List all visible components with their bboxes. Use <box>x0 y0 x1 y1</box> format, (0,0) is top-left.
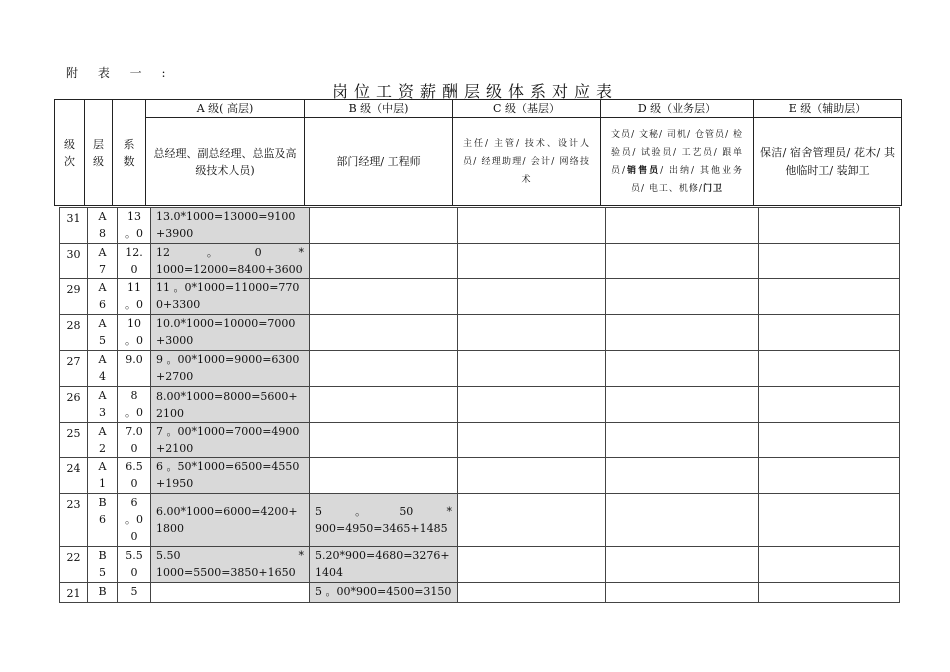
cell-c <box>458 494 606 547</box>
tier-text: A <box>98 281 107 294</box>
cell-b <box>310 423 458 458</box>
coef-text: 。0 <box>125 227 143 240</box>
group-a-desc: 总经理、副总经理、总监及高级技术人员) <box>146 118 305 206</box>
a-formula-line2: 1000=12000=8400+3600 <box>156 263 303 276</box>
cell-c <box>458 351 606 387</box>
cell-e <box>759 583 900 603</box>
cell-a: 6 。50*1000=6500=4550+1950 <box>151 458 310 494</box>
cell-e <box>759 458 900 494</box>
coef-text: 9.0 <box>125 353 143 366</box>
cell-d <box>606 387 759 423</box>
cell-grade: 26 <box>60 387 88 423</box>
b-formula-part: 。 <box>355 505 367 518</box>
tier-text: 5 <box>99 334 106 347</box>
coef-text: 0 <box>130 566 138 579</box>
a-formula-part: 0 <box>254 246 262 259</box>
coef-text: 0 <box>130 477 138 490</box>
cell-b: 5 。00*900=4500=3150 <box>310 583 458 603</box>
header-coef: 系数 <box>113 100 146 206</box>
cell-c <box>458 423 606 458</box>
table-row <box>60 423 900 458</box>
cell-c <box>458 547 606 583</box>
tier-text: 1 <box>99 477 106 490</box>
cell-tier <box>88 315 118 351</box>
tier-text: A <box>98 246 107 259</box>
a-formula-part: 。 <box>206 246 218 259</box>
table-row <box>60 315 900 351</box>
cell-tier <box>88 583 118 603</box>
cell-d <box>606 494 759 547</box>
table-row <box>60 387 900 423</box>
b-formula-line2: 900=4950=3465+1485 <box>315 522 448 535</box>
tier-text: A <box>98 317 107 330</box>
cell-a <box>151 244 310 279</box>
cell-e <box>759 315 900 351</box>
coef-text: 11 <box>127 281 141 294</box>
coef-text: 。0 <box>125 513 143 526</box>
cell-a: 10.0*1000=10000=7000+3000 <box>151 315 310 351</box>
table-row <box>60 494 900 547</box>
cell-coef <box>118 244 151 279</box>
coef-text: 6 <box>130 496 138 509</box>
cell-tier <box>88 547 118 583</box>
a-formula-line1 <box>156 244 304 261</box>
cell-c <box>458 387 606 423</box>
cell-a <box>151 583 310 603</box>
cell-grade: 30 <box>60 244 88 279</box>
cell-d <box>606 423 759 458</box>
cell-d <box>606 547 759 583</box>
cell-d <box>606 315 759 351</box>
table-row <box>60 351 900 387</box>
cell-d <box>606 208 759 244</box>
cell-e <box>759 244 900 279</box>
tier-text: B <box>98 585 107 598</box>
table-row <box>60 208 900 244</box>
cell-e <box>759 351 900 387</box>
annex-label: 附 表 一 : <box>66 66 174 80</box>
tier-text: A <box>98 389 107 402</box>
cell-grade: 23 <box>60 494 88 547</box>
coef-text: 0 <box>130 263 138 276</box>
tier-text: B <box>98 496 107 509</box>
cell-coef <box>118 494 151 547</box>
cell-grade: 25 <box>60 423 88 458</box>
salary-table <box>59 207 900 603</box>
cell-tier <box>88 244 118 279</box>
cell-b <box>310 351 458 387</box>
cell-b <box>310 387 458 423</box>
cell-e <box>759 387 900 423</box>
tier-text: 4 <box>99 370 106 383</box>
cell-a: 8.00*1000=8000=5600+2100 <box>151 387 310 423</box>
cell-c <box>458 458 606 494</box>
cell-coef <box>118 208 151 244</box>
cell-c <box>458 208 606 244</box>
cell-a: 7 。00*1000=7000=4900+2100 <box>151 423 310 458</box>
cell-b <box>310 279 458 315</box>
cell-e <box>759 208 900 244</box>
coef-text: 10 <box>127 317 141 330</box>
tier-text: 3 <box>99 406 106 419</box>
d-highlight-guard: 门卫 <box>702 183 723 194</box>
coef-text: 5 <box>130 585 138 598</box>
table-row <box>60 583 900 603</box>
group-c-desc: 主任/ 主管/ 技术、设计人员/ 经理助理/ 会计/ 网络技术 <box>453 118 601 206</box>
b-formula-line1 <box>315 503 452 520</box>
tier-text: A <box>98 353 107 366</box>
tier-text: B <box>98 549 107 562</box>
cell-d <box>606 351 759 387</box>
d-highlight-sales: 销售员 <box>626 165 661 176</box>
table-row <box>60 244 900 279</box>
group-d-name: D 级（业务层） <box>601 100 754 118</box>
cell-e <box>759 547 900 583</box>
coef-text: 。0 <box>125 334 143 347</box>
cell-b <box>310 458 458 494</box>
cell-tier <box>88 208 118 244</box>
cell-e <box>759 279 900 315</box>
coef-text: 5.5 <box>125 549 143 562</box>
tier-text: 7 <box>99 263 106 276</box>
cell-c <box>458 315 606 351</box>
cell-a: 11 。0*1000=11000=7700+3300 <box>151 279 310 315</box>
tier-text: 6 <box>99 513 106 526</box>
cell-e <box>759 494 900 547</box>
b-formula-part: 50 <box>399 505 414 518</box>
page-title: 岗位工资薪酬层级体系对应表 <box>331 82 618 101</box>
cell-b: 5.20*900=4680=3276+1404 <box>310 547 458 583</box>
cell-coef <box>118 458 151 494</box>
coef-text: 。0 <box>125 298 143 311</box>
cell-a: 13.0*1000=13000=9100+3900 <box>151 208 310 244</box>
cell-tier <box>88 387 118 423</box>
cell-grade: 22 <box>60 547 88 583</box>
cell-tier <box>88 351 118 387</box>
tier-text: 2 <box>99 442 106 455</box>
tier-text: A <box>98 460 107 473</box>
cell-tier <box>88 458 118 494</box>
cell-grade: 24 <box>60 458 88 494</box>
coef-text: 0 <box>130 530 138 543</box>
cell-grade: 27 <box>60 351 88 387</box>
cell-coef <box>118 315 151 351</box>
cell-grade: 21 <box>60 583 88 603</box>
cell-a: 9 。00*1000=9000=6300+2700 <box>151 351 310 387</box>
a-formula-part: 5.50 <box>156 549 181 562</box>
a-formula-line1 <box>156 547 304 564</box>
group-e-desc: 保洁/ 宿舍管理员/ 花木/ 其他临时工/ 装卸工 <box>754 118 902 206</box>
cell-c <box>458 279 606 315</box>
tier-text: 8 <box>99 227 106 240</box>
coef-text: 0 <box>130 442 138 455</box>
coef-text: 7.0 <box>125 425 143 438</box>
cell-c <box>458 244 606 279</box>
cell-tier <box>88 279 118 315</box>
cell-grade: 28 <box>60 315 88 351</box>
cell-coef <box>118 351 151 387</box>
cell-a <box>151 547 310 583</box>
a-formula-part: * <box>298 549 304 562</box>
header-grade: 级次 <box>55 100 85 206</box>
table-row <box>60 458 900 494</box>
b-formula-part: 5 <box>315 505 322 518</box>
cell-e <box>759 423 900 458</box>
group-a-name: A 级( 高层) <box>146 100 305 118</box>
cell-c <box>458 583 606 603</box>
group-c-name: C 级（基层） <box>453 100 601 118</box>
cell-d <box>606 244 759 279</box>
cell-coef <box>118 547 151 583</box>
coef-text: 13 <box>127 210 141 223</box>
table-row <box>60 547 900 583</box>
a-formula-part: 12 <box>156 246 170 259</box>
coef-text: 8 <box>130 389 138 402</box>
cell-coef <box>118 583 151 603</box>
cell-d <box>606 279 759 315</box>
cell-d <box>606 583 759 603</box>
cell-b <box>310 494 458 547</box>
cell-b <box>310 315 458 351</box>
cell-coef <box>118 423 151 458</box>
cell-b <box>310 244 458 279</box>
b-formula-part: * <box>446 505 452 518</box>
coef-text: 12. <box>125 246 143 259</box>
group-d-desc: 文员/ 文秘/ 司机/ 仓管员/ 检验员/ 试验员/ 工艺员/ 跟单员/销售员/ 出纳/ 其他业务员/ 电工、机修/门卫 <box>601 118 754 206</box>
coef-text: 。0 <box>125 406 143 419</box>
header-tier: 层级 <box>85 100 113 206</box>
cell-coef <box>118 279 151 315</box>
table-row <box>60 279 900 315</box>
coef-text: 6.5 <box>125 460 143 473</box>
header-table <box>54 99 902 206</box>
tier-text: A <box>98 210 107 223</box>
cell-coef <box>118 387 151 423</box>
group-e-name: E 级（辅助层） <box>754 100 902 118</box>
cell-d <box>606 458 759 494</box>
cell-b <box>310 208 458 244</box>
tier-text: 6 <box>99 298 106 311</box>
cell-tier <box>88 423 118 458</box>
a-formula-part: * <box>298 246 304 259</box>
group-b-name: B 级（中层) <box>305 100 453 118</box>
cell-grade: 31 <box>60 208 88 244</box>
a-formula-line2: 1000=5500=3850+1650 <box>156 566 296 579</box>
cell-grade: 29 <box>60 279 88 315</box>
tier-text: 5 <box>99 566 106 579</box>
cell-a: 6.00*1000=6000=4200+1800 <box>151 494 310 547</box>
group-b-desc: 部门经理/ 工程师 <box>305 118 453 206</box>
cell-tier <box>88 494 118 547</box>
tier-text: A <box>98 425 107 438</box>
